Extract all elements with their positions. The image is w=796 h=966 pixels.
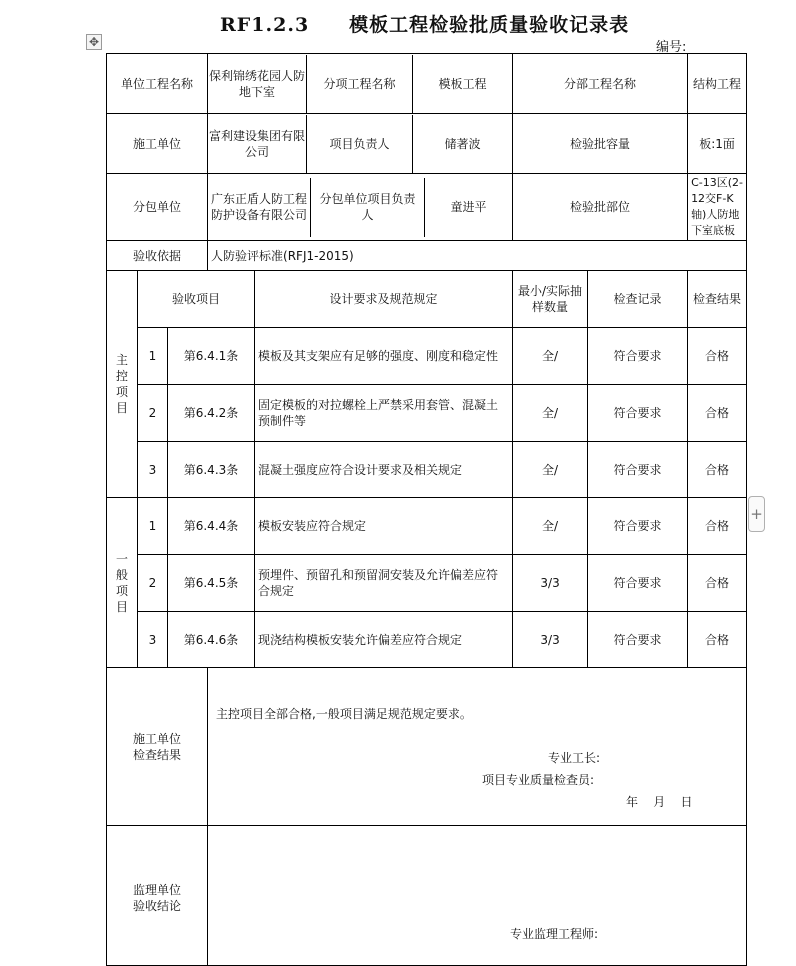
item-sample: 3/3 [513, 612, 588, 668]
item-requirement: 固定模板的对拉螺栓上严禁采用套管、混凝土预制件等 [255, 385, 513, 442]
col-header-record: 检查记录 [588, 271, 688, 328]
item-clause: 第6.4.5条 [168, 555, 255, 612]
sub-item-value: 模板工程 [438, 76, 487, 91]
item-requirement: 现浇结构模板安装允许偏差应符合规定 [255, 612, 513, 668]
title-name: 模板工程检验批质量验收记录表 [349, 14, 630, 36]
subcontractor-label: 分包单位 [107, 174, 208, 241]
col-header-sample: 最小/实际抽样数量 [513, 271, 588, 328]
item-clause: 第6.4.4条 [168, 498, 255, 555]
item-clause: 第6.4.6条 [168, 612, 255, 668]
item-result: 合格 [688, 612, 747, 668]
item-sample: 全/ [513, 442, 588, 498]
sub-item-label: 分项工程名称 [307, 55, 413, 113]
construction-check-row [107, 668, 747, 826]
table-move-handle-icon[interactable]: ✥ [86, 34, 102, 50]
item-record: 符合要求 [588, 555, 688, 612]
item-no: 1 [138, 498, 168, 555]
table-row [107, 555, 747, 612]
division-value: 结构工程 [693, 76, 742, 91]
construction-unit-value: 富利建设集团有限公司 [208, 115, 307, 173]
unit-project-label: 单位工程名称 [107, 54, 208, 114]
basis-label: 验收依据 [107, 241, 208, 271]
item-result: 合格 [688, 498, 747, 555]
project-manager-value: 储著波 [444, 136, 481, 151]
supervision-engineer-label: 专业监理工程师: [510, 927, 599, 941]
item-record: 符合要求 [588, 328, 688, 385]
item-no: 2 [138, 555, 168, 612]
item-record: 符合要求 [588, 612, 688, 668]
quality-inspector-label: 项目专业质量检查员: [482, 773, 595, 787]
item-clause: 第6.4.1条 [168, 328, 255, 385]
division-label: 分部工程名称 [513, 54, 688, 114]
header-row-3 [107, 174, 747, 241]
inspection-record-table [106, 53, 747, 966]
col-header-result: 检查结果 [688, 271, 747, 328]
header-row-2 [107, 114, 747, 174]
col-header-requirement: 设计要求及规范规定 [255, 271, 513, 328]
item-clause: 第6.4.2条 [168, 385, 255, 442]
item-sample: 全/ [513, 498, 588, 555]
project-manager-label: 项目负责人 [307, 115, 413, 173]
unit-project-value: 保利锦绣花园人防地下室 [208, 55, 307, 113]
document-title [220, 10, 629, 37]
general-group-label: 一般项目 [115, 551, 128, 614]
item-sample: 3/3 [513, 555, 588, 612]
basis-row [107, 241, 747, 271]
item-record: 符合要求 [588, 385, 688, 442]
title-code: RF1.2.3 [220, 14, 310, 36]
capacity-value: 板:1面 [688, 114, 747, 174]
table-row [107, 328, 747, 385]
basis-value: 人防验评标准(RFJ1-2015) [208, 241, 747, 271]
item-no: 3 [138, 612, 168, 668]
supervision-row [107, 826, 747, 966]
foreman-label: 专业工长: [548, 751, 601, 765]
item-result: 合格 [688, 385, 747, 442]
item-clause: 第6.4.3条 [168, 442, 255, 498]
location-label: 检验批部位 [513, 174, 688, 241]
item-record: 符合要求 [588, 498, 688, 555]
item-sample: 全/ [513, 385, 588, 442]
header-row-1 [107, 54, 747, 114]
construction-conclusion: 主控项目全部合格,一般项目满足规范规定要求。 [216, 707, 472, 721]
item-result: 合格 [688, 328, 747, 385]
capacity-label: 检验批容量 [513, 114, 688, 174]
table-row [107, 385, 747, 442]
construction-unit-label: 施工单位 [107, 114, 208, 174]
subcontractor-value: 广东正盾人防工程防护设备有限公司 [208, 178, 311, 237]
item-record: 符合要求 [588, 442, 688, 498]
supervision-label: 监理单位验收结论 [133, 883, 182, 913]
serial-number-label: 编号: [656, 40, 687, 55]
item-requirement: 预埋件、预留孔和预留洞安装及允许偏差应符合规定 [255, 555, 513, 612]
sub-manager-value: 童进平 [450, 200, 487, 214]
item-requirement: 模板及其支架应有足够的强度、刚度和稳定性 [255, 328, 513, 385]
main-control-group-label: 主控项目 [115, 353, 128, 415]
item-result: 合格 [688, 442, 747, 498]
location-value: C-13区(2-12交F-K轴)人防地下室底板 [688, 174, 747, 241]
table-row [107, 498, 747, 555]
sub-manager-label: 分包单位项目负责人 [311, 178, 425, 237]
item-no: 3 [138, 442, 168, 498]
construction-check-label: 施工单位检查结果 [133, 731, 182, 762]
table-row [107, 442, 747, 498]
item-requirement: 模板安装应符合规定 [255, 498, 513, 555]
add-column-button[interactable]: + [748, 496, 765, 532]
date-label: 年 月 日 [626, 795, 693, 809]
column-header-row [107, 271, 747, 328]
item-sample: 全/ [513, 328, 588, 385]
item-no: 1 [138, 328, 168, 385]
item-no: 2 [138, 385, 168, 442]
table-row [107, 612, 747, 668]
col-header-item: 验收项目 [138, 271, 255, 328]
item-requirement: 混凝土强度应符合设计要求及相关规定 [255, 442, 513, 498]
item-result: 合格 [688, 555, 747, 612]
